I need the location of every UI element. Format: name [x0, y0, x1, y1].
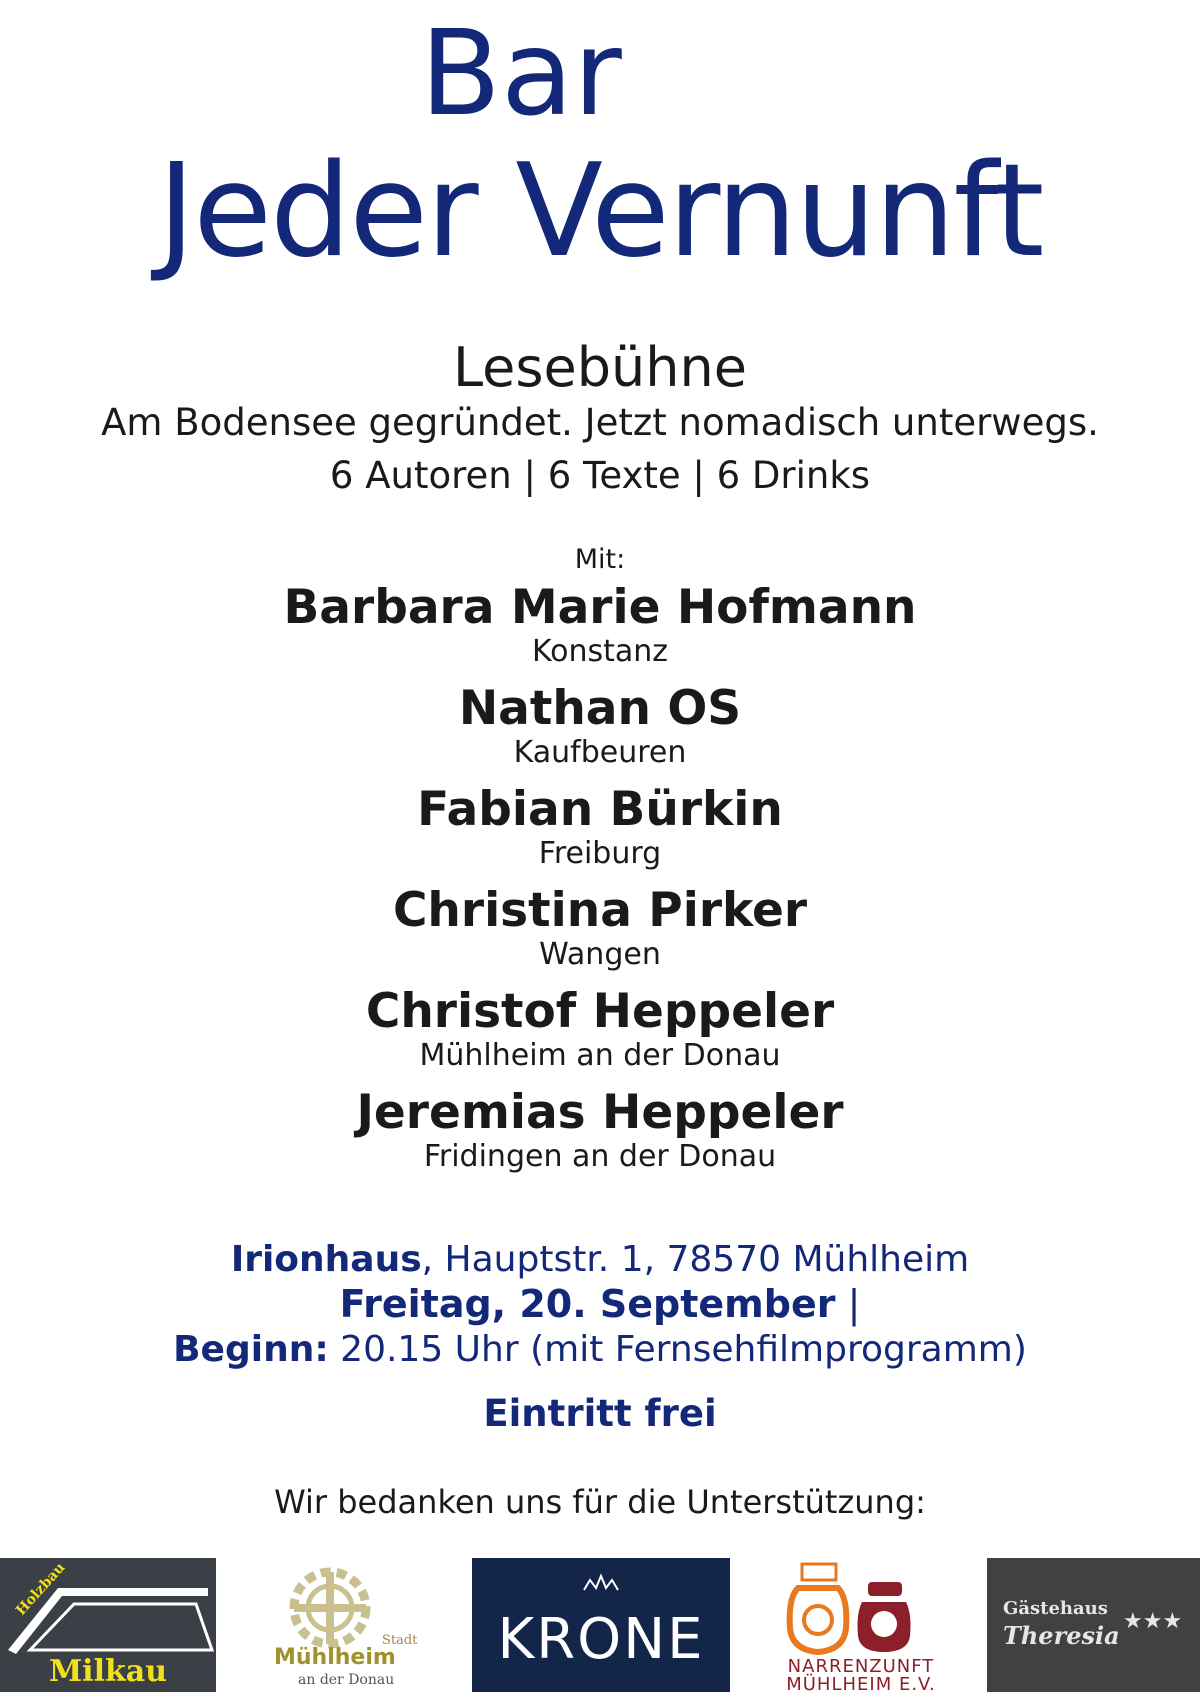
- lineup-intro: Mit:: [574, 544, 626, 575]
- start-text: 20.15 Uhr (mit Fernsehfilmprogramm): [328, 1329, 1027, 1370]
- date-line: [0, 1280, 1200, 1328]
- milkau-logo: [0, 1558, 216, 1692]
- muehlheim-name: Mühlheim: [274, 1645, 396, 1670]
- milkau-name: Milkau: [48, 1654, 168, 1689]
- author-entry: [0, 984, 1200, 1072]
- sponsor-thanks: Wir bedanken uns für die Unterstützung:: [274, 1483, 926, 1521]
- author-city: Kaufbeuren: [513, 735, 687, 770]
- event-tagline: Am Bodensee gegründet. Jetzt nomadisch unterwegs.: [101, 401, 1099, 444]
- event-heading: Lesebühne: [453, 336, 747, 399]
- start-line: [0, 1326, 1200, 1374]
- author-name: Christof Heppeler: [365, 984, 835, 1039]
- author-name: Fabian Bürkin: [417, 782, 783, 837]
- theresia-line1: Gästehaus: [1003, 1598, 1108, 1619]
- venue-line: [0, 1236, 1200, 1284]
- author-entry: [0, 580, 1200, 668]
- narrenzunft-line1: NARRENZUNFT: [787, 1656, 935, 1677]
- author-name: Christina Pirker: [392, 883, 808, 938]
- author-entry: [0, 681, 1200, 769]
- narrenzunft-line2: MÜHLHEIM E.V.: [786, 1674, 936, 1692]
- krone-logo: [472, 1558, 730, 1692]
- author-name: Jeremias Heppeler: [356, 1085, 844, 1140]
- author-city: Wangen: [539, 937, 661, 972]
- theresia-logo: [987, 1558, 1200, 1692]
- author-entry: [0, 782, 1200, 870]
- krone-name: KRONE: [497, 1607, 705, 1672]
- author-city: Mühlheim an der Donau: [419, 1038, 781, 1073]
- author-entry: [0, 883, 1200, 971]
- author-city: Fridingen an der Donau: [423, 1139, 777, 1174]
- event-format: 6 Autoren | 6 Texte | 6 Drinks: [329, 454, 871, 497]
- author-entry: [0, 1085, 1200, 1173]
- author-name: Nathan OS: [458, 681, 742, 736]
- author-name: Barbara Marie Hofmann: [283, 580, 917, 635]
- venue-name: Irionhaus: [230, 1239, 422, 1280]
- entry-info: Eintritt frei: [483, 1392, 717, 1435]
- muehlheim-stadt: Stadt: [382, 1633, 418, 1648]
- narrenzunft-logo: [762, 1558, 960, 1692]
- title-line-1: Bar: [420, 4, 622, 142]
- theresia-line2: Theresia: [1003, 1621, 1120, 1650]
- title-line-2: Jeder Vernunft: [157, 137, 1043, 286]
- venue-address: , Hauptstr. 1, 78570 Mühlheim: [421, 1239, 970, 1280]
- muehlheim-logo: [270, 1558, 430, 1692]
- author-city: Freiburg: [538, 836, 662, 871]
- event-date: Freitag, 20. September: [339, 1282, 836, 1326]
- author-city: Konstanz: [531, 634, 669, 669]
- start-label: Beginn:: [173, 1329, 329, 1370]
- milkau-small-text: Holzbau: [13, 1559, 69, 1619]
- muehlheim-sub: an der Donau: [298, 1672, 395, 1688]
- theresia-stars: ★★★: [1123, 1609, 1183, 1634]
- date-separator: |: [835, 1282, 861, 1326]
